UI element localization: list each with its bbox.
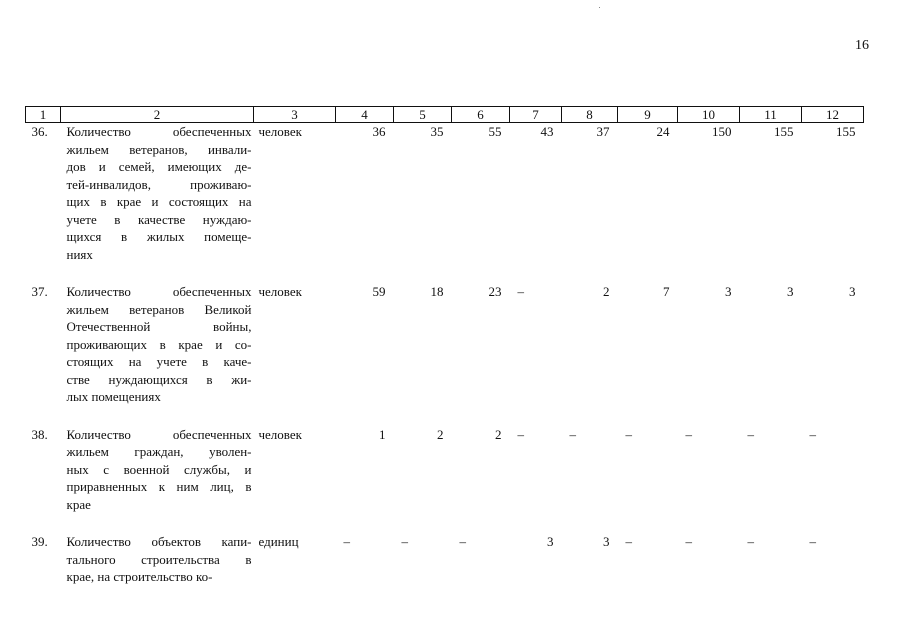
value-cell: 1 bbox=[379, 426, 386, 442]
header-cell: 4 bbox=[336, 107, 394, 123]
unit: человек bbox=[258, 124, 302, 139]
header-cell: 1 bbox=[26, 107, 61, 123]
indicator-name-line: крае, на строительство ко- bbox=[66, 569, 213, 584]
unit: человек bbox=[258, 426, 302, 442]
indicator-name-line: ниях bbox=[66, 246, 93, 262]
indicator-name-line: жильем граждан, уволен- bbox=[66, 444, 252, 459]
value-cell: 36 bbox=[372, 124, 386, 139]
scan-artifact bbox=[599, 7, 600, 8]
indicator-name-line: жильем ветеранов, инвали- bbox=[66, 141, 252, 157]
value-cell: 2 bbox=[495, 426, 502, 442]
header-cell: 2 bbox=[61, 107, 254, 123]
header-cell: 12 bbox=[802, 107, 864, 123]
value-cell: – bbox=[517, 426, 524, 442]
indicator-name-line: тального строительства в bbox=[66, 551, 252, 567]
value-cell: 3 bbox=[603, 534, 610, 549]
value-cell: – bbox=[685, 534, 692, 549]
indicator-name-line: тей-инвалидов, проживаю- bbox=[66, 176, 252, 192]
value-cell: 18 bbox=[430, 284, 444, 299]
value-cell: – bbox=[747, 426, 754, 442]
value-cell: 35 bbox=[430, 124, 444, 139]
value-cell: – bbox=[625, 534, 632, 549]
indicator-name-line: крае bbox=[66, 496, 91, 512]
indicator-name-line: Отечественной войны, bbox=[66, 319, 252, 334]
indicator-name-line: проживающих в крае и со- bbox=[66, 336, 252, 352]
unit: единиц bbox=[258, 534, 299, 549]
value-cell: – bbox=[401, 534, 408, 549]
indicator-name-line: стоящих на учете в каче- bbox=[66, 354, 252, 369]
header-cell: 10 bbox=[678, 107, 740, 123]
row-number: 36. bbox=[31, 124, 48, 139]
indicator-name-line: лых помещениях bbox=[66, 389, 161, 404]
header-cell: 11 bbox=[740, 107, 802, 123]
header-cell: 6 bbox=[452, 107, 510, 123]
value-cell: 3 bbox=[787, 284, 794, 299]
row-number: 38. bbox=[31, 426, 48, 442]
value-cell: 59 bbox=[372, 284, 386, 299]
indicator-name bbox=[61, 123, 254, 264]
value-cell: 37 bbox=[596, 124, 610, 139]
indicator-name bbox=[61, 533, 254, 586]
indicator-name bbox=[61, 426, 254, 514]
value-cell: 150 bbox=[712, 124, 732, 139]
spacer-cell bbox=[26, 406, 864, 426]
value-cell: 2 bbox=[437, 426, 444, 442]
indicator-name-line: Количество объектов капи- bbox=[66, 534, 252, 549]
value-cell: – bbox=[685, 426, 692, 442]
header-cell: 7 bbox=[510, 107, 562, 123]
value-cell: 3 bbox=[725, 284, 732, 299]
table-row bbox=[26, 123, 864, 264]
value-cell: 2 bbox=[603, 284, 610, 299]
indicator-name bbox=[61, 283, 254, 406]
table-row bbox=[26, 426, 864, 514]
value-cell: – bbox=[625, 426, 632, 442]
table-row bbox=[26, 283, 864, 406]
value-cell: 7 bbox=[663, 284, 670, 299]
indicator-name-line: щихся в жилых помеще- bbox=[66, 229, 252, 244]
header-cell: 3 bbox=[254, 107, 336, 123]
value-cell: 23 bbox=[488, 284, 502, 299]
row-spacer bbox=[26, 263, 864, 283]
value-cell: 155 bbox=[774, 124, 794, 139]
indicator-name-line: Количество обеспеченных bbox=[66, 124, 252, 139]
value-cell: 55 bbox=[488, 124, 502, 139]
value-cell: – bbox=[459, 534, 466, 549]
indicator-name-line: Количество обеспеченных bbox=[66, 284, 252, 299]
indicator-name-line: ных с военной службы, и bbox=[66, 461, 252, 477]
value-cell: – bbox=[517, 284, 524, 299]
row-spacer bbox=[26, 406, 864, 426]
value-cell: 43 bbox=[540, 124, 554, 139]
spacer-cell bbox=[26, 263, 864, 283]
indicator-name-line: жильем ветеранов Великой bbox=[66, 301, 252, 317]
row-number: 37. bbox=[31, 284, 48, 299]
header-cell: 8 bbox=[562, 107, 618, 123]
row-spacer bbox=[26, 513, 864, 533]
spacer-cell bbox=[26, 513, 864, 533]
indicator-name-line: приравненных к ним лиц, в bbox=[66, 479, 252, 494]
value-cell: 155 bbox=[836, 124, 856, 139]
value-cell: 3 bbox=[547, 534, 554, 549]
value-cell: – bbox=[569, 426, 576, 442]
indicator-name-line: учете в качестве нуждаю- bbox=[66, 211, 252, 227]
indicator-name-line: щих в крае и состоящих на bbox=[66, 194, 252, 209]
value-cell: – bbox=[809, 426, 816, 442]
value-cell: – bbox=[809, 534, 816, 549]
table-row bbox=[26, 533, 864, 586]
indicator-name-line: стве нуждающихся в жи- bbox=[66, 371, 252, 387]
indicator-name-line: дов и семей, имеющих де- bbox=[66, 159, 252, 174]
indicators-table bbox=[25, 106, 864, 586]
header-cell: 9 bbox=[618, 107, 678, 123]
header-cell: 5 bbox=[394, 107, 452, 123]
row-number: 39. bbox=[31, 534, 48, 549]
value-cell: – bbox=[747, 534, 754, 549]
unit: человек bbox=[258, 284, 302, 299]
page-number: 16 bbox=[855, 38, 869, 53]
indicator-name-line: Количество обеспеченных bbox=[66, 426, 252, 442]
value-cell: 24 bbox=[656, 124, 670, 139]
value-cell: 3 bbox=[849, 284, 856, 299]
value-cell: – bbox=[343, 534, 350, 549]
header-row bbox=[26, 107, 864, 123]
